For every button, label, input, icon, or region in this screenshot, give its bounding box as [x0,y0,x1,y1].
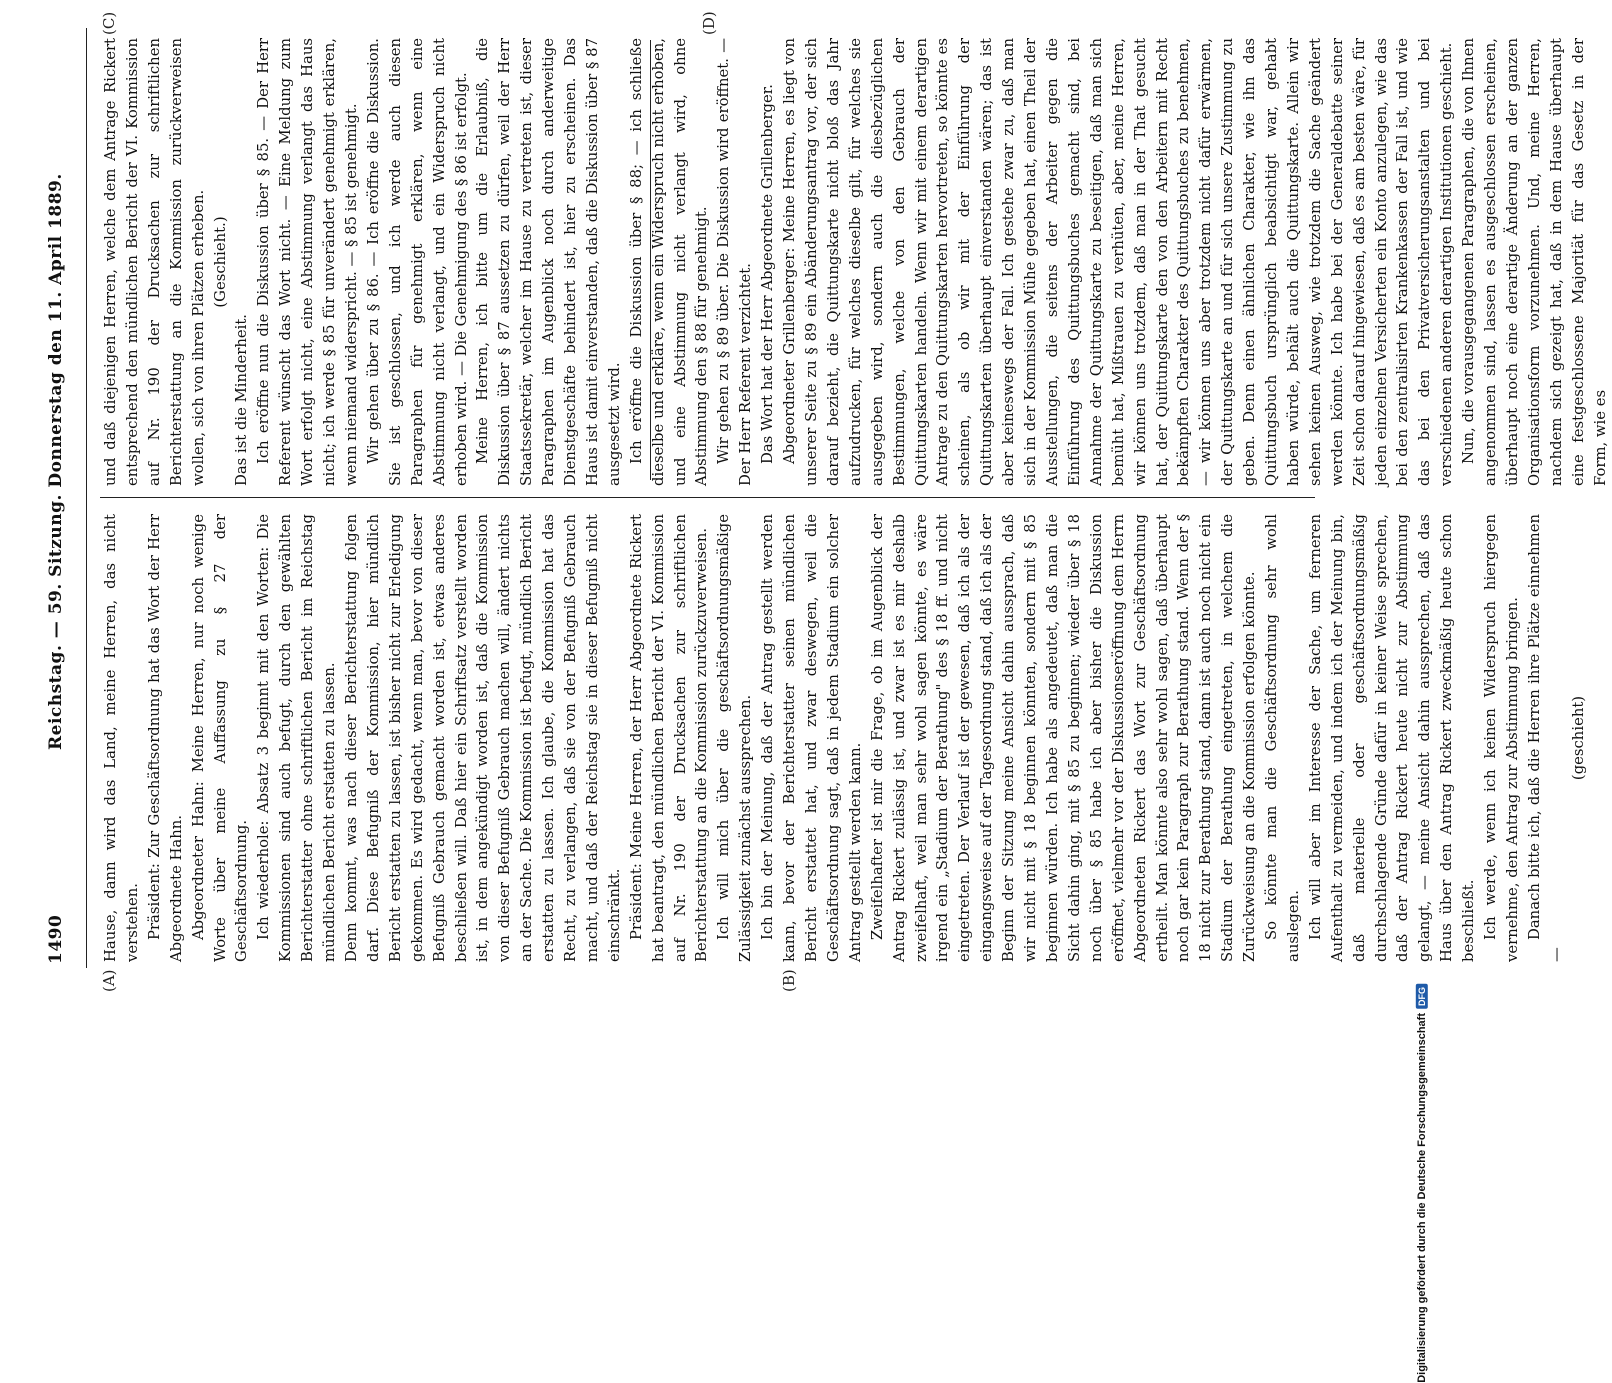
margin-letter-c: (C) [100,11,118,35]
paragraph: Das Wort hat der Herr Abgeordnete Grillenberger. [759,84,777,464]
paragraph: Wir gehen zu § 89 über. Die Diskussion wird eröffnet. — Der Herr Referent verzichtet. [715,38,755,486]
paragraph: Ich wiederhole: Absatz 3 beginnt mit den Worten: Die Kommissionen sind auch befugt, durch den gewählten Berichterstatter ohne schriftlichen Bericht im Reichstag mündlichen Bericht erstatten zu lassen. [255,514,339,962]
digitization-credit [1416,984,1428,1383]
paragraph: Denn kommt, was nach dieser Berichterstattung folgen darf. Diese Befugniß der Kommission, hier mündlich Bericht erstatten zu lassen, ist bisher nicht zur Erledigung gekommen. Es wird gedacht, wenn man, bevor von dieser Befugniß Gebrauch gemacht worden ist, etwas anderes beschließen will. Daß hier ein Schriftsatz verstellt worden ist, in dem angekündigt worden ist, daß die Kommission von dieser Befugniß Gebrauch machen will, ändert nichts an der Sache. Die Kommission ist befugt, mündlich Bericht erstatten zu lassen. Ich glaube, die Kommission hat das Recht, zu verlangen, daß sie von der Befugniß Gebrauch macht, und daß der Reichstag sie in dieser Befugniß nicht einschränkt. [342,514,623,962]
paragraph: Ich eröffne nun die Diskussion über § 85. — Der Herr Referent wünscht das Wort nicht. — Eine Meldung zum Wort erfolgt nicht, eine Abstimmung verlangt das Haus nicht; ich werde § 85 für unverändert genehmigt erklären, wenn niemand widerspricht. — § 85 ist genehmigt. [255,38,360,486]
dfg-logo: DFG [1416,984,1428,1009]
paragraph: Ich werde, wenn ich keinen Widerspruch hiergegen vernehme, den Antrag zur Abstimmung bringen. [1482,514,1521,962]
margin-letter-b: (B) [780,969,798,992]
margin-letter-d: (D) [700,11,718,35]
paragraph: Abgeordneter Hahn: Meine Herren, nur noch wenige Worte über meine Auffassung zu § 27 der Geschäftsordnung. [189,514,251,962]
paragraph: Abgeordneter Grillenberger: Meine Herren, es liegt von unserer Seite zu § 89 ein Abänderungsantrag vor, der sich darauf bezieht, die Quittungskarte nicht bloß das Jahr aufzudrucken, für welches dieselbe gilt, für welches sie ausgegeben wird, sondern auch die diesbezüglichen Bestimmungen, welche von den Gebrauch der Quittungskarten handeln. Wenn wir mit einem derartigen Antrage zu den Quittungskarten hervortreten, so könnte es scheinen, als ob wir mit der Einführung der Quittungskarten überhaupt einverstanden wären; das ist aber keineswegs der Fall. Ich gestehe zwar zu, daß man sich in der Kommission Mühe gegeben hat, einen Theil der Ausstellungen, die seitens der Arbeiter gegen die Einführung des Quittungsbuches gemacht sind, bei Annahme der Quittungskarte zu beseitigen, daß man sich bemüht hat, Mißtrauen zu verhüten, aber, meine Herren, wir können uns trotzdem, daß man in der That gesucht hat, der Quittungskarte den von den Arbeitern mit Recht bekämpften Charakter des Quittungsbuches zu benehmen, — wir können uns aber trotzdem nicht dafür erwärmen, der Quittungskarte an und für sich unsere Zustimmung zu geben. Denn einen ähnlichen Charakter, wie ihn das Quittungsbuch ursprünglich beabsichtigt war, gehabt haben würde, behält auch die Quittungskarte. Allein wir sehen keinen Ausweg, wie trotzdem die Sache geändert werden könnte. Ich habe bei der Generaldebatte seiner Zeit schon darauf hingewiesen, daß es am besten wäre, für jeden einzelnen Versicherten ein Konto anzulegen, wie das bei den zentralisirten Krankenkassen der Fall ist, und wie das bei den Privatversicherungsanstalten und bei verschiedenen anderen derartigen Institutionen geschieht. [781,38,1456,486]
paragraph: (geschieht) [1569,695,1587,781]
paragraph: Das ist die Minderheit. [233,313,251,486]
section-rule [650,40,651,480]
paragraph: Danach bitte ich, daß die Herren ihre Plätze einnehmen — [1525,514,1565,962]
paragraph: Ich bin der Meinung, daß der Antrag gestellt werden kann, bevor der Berichterstatter seinen mündlichen Bericht erstattet hat, und zwar deswegen, weil die Geschäftsordnung sagt, daß in jedem Stadium ein solcher Antrag gestellt werden kann. [759,514,864,962]
paragraph: und daß diejenigen Herren, welche dem Antrage Rickert entsprechend den mündlichen Bericht der VI. Kommission auf Nr. 190 der Drucksachen zur schriftlichen Berichterstattung an die Kommission zurückverweisen wollen, sich von ihren Plätzen erheben. [102,38,207,486]
margin-letter-a: (A) [100,969,118,992]
paragraph: Ich will mich über die geschäftsordnungsmäßige Zulässigkeit zunächst aussprechen. [715,514,755,962]
page-number: 1490 [46,914,66,964]
paragraph: Ich will aber im Interesse der Sache, um ferneren Aufenthalt zu vermeiden, und indem ich der Meinung bin, daß materielle oder geschäftsordnungsmäßig durchschlagende Gründe dafür in keiner Weise sprechen, daß der Antrag Rickert heute nicht zur Abstimmung gelangt, — meine Ansicht dahin aussprechen, daß das Haus über den Antrag Rickert zweckmäßig heute schon beschließt. [1306,514,1478,962]
left-column [100,514,1587,962]
column-divider [100,497,1315,498]
paragraph: Präsident: Zur Geschäftsordnung hat das Wort der Herr Abgeordnete Hahn. [145,514,185,962]
paragraph: Hause, dann wird das Land, meine Herren, das nicht verstehen. [102,514,141,962]
paragraph: Nun, die vorausgegangenen Paragraphen, die von Ihnen angenommen sind, lassen es ausgeschlossen erscheinen, überhaupt noch eine derartige Änderung an der ganzen Organisationsform vorzunehmen. Und, meine Herren, nachdem sich gezeigt hat, daß in dem Hause überhaupt eine festgeschlossene Majorität für das Gesetz in der Form, wie es [1460,38,1609,486]
header-rule [86,28,87,968]
paragraph: Ich eröffne die Diskussion über § 88; — ich schließe dieselbe und erkläre, wenn ein Widerspruch nicht erhoben, und eine Abstimmung nicht verlangt wird, ohne Abstimmung den § 88 für genehmigt. [627,38,711,486]
paragraph: Wir gehen über zu § 86. — Ich eröffne die Diskussion. Sie ist geschlossen, und ich werde auch diesen Paragraphen für genehmigt erklären, wenn eine Abstimmung nicht verlangt, und ein Widerspruch nicht erhoben wird. — Die Genehmigung des § 86 ist erfolgt. [364,38,470,486]
page-title: Reichstag. — 59. Sitzung. Donnerstag den 11. April 1889. [46,173,66,750]
paragraph: Meine Herren, ich bitte um die Erlaubniß, die Diskussion über § 87 aussetzen zu dürfen, weil der Herr Staatssekretär, welcher im Hause zu vertreten ist, dieser Paragraphen im Augenblick noch durch anderweitige Dienstgeschäfte behindert ist, hier zu erscheinen. Das Haus ist damit einverstanden, daß die Diskussion über § 87 ausgesetzt wird. [474,38,623,486]
paragraph: (Geschieht.) [211,216,229,308]
right-column [100,38,1609,486]
paragraph: So könnte man die Geschäftsordnung sehr wohl auslegen. [1263,514,1302,962]
paragraph: Zweifelhafter ist mir die Frage, ob im Augenblick der Antrag Rickert zulässig ist, und zwar ist es mir deshalb zweifelhaft, weil man sehr wohl sagen könnte, es wäre irgend ein „Stadium der Berathung" des § 18 ff. und nicht eingetreten. Der Verlauf ist der gewesen, daß ich als der eingangsweise auf der Tagesordnung stand, daß ich als der Beginn der Sitzung meine Ansicht dahin aussprach, daß wir nicht mit § 18 beginnen könnten, sondern mit § 85 beginnen würden. Ich habe als angedeutet, daß man die Sicht dahin ging, mit § 85 zu beginnen; wieder über § 18 noch über § 85 habe ich aber bisher die Diskussion eröffnet, vielmehr vor der Diskussionseröffnung dem Herrn Abgeordneten Rickert das Wort zur Geschäftsordnung ertheilt. Man könnte also sehr wohl sagen, daß überhaupt noch gar kein Paragraph zur Berathung stand. Wenn der § 18 nicht zur Berathung stand, dann ist auch noch nicht ein Stadium der Berathung eingetreten, in welchem die Zurückweisung an die Kommission erfolgen könnte. [868,514,1259,962]
paragraph: Präsident: Meine Herren, der Herr Abgeordnete Rickert hat beantragt, den mündlichen Bericht der VI. Kommission auf Nr. 190 der Drucksachen zur schriftlichen Berichterstattung an die Kommission zurückzuverweisen. [627,514,711,962]
credit-text: Digitalisierung gefördert durch die Deutsche Forschungsgemeinschaft [1416,1013,1428,1383]
